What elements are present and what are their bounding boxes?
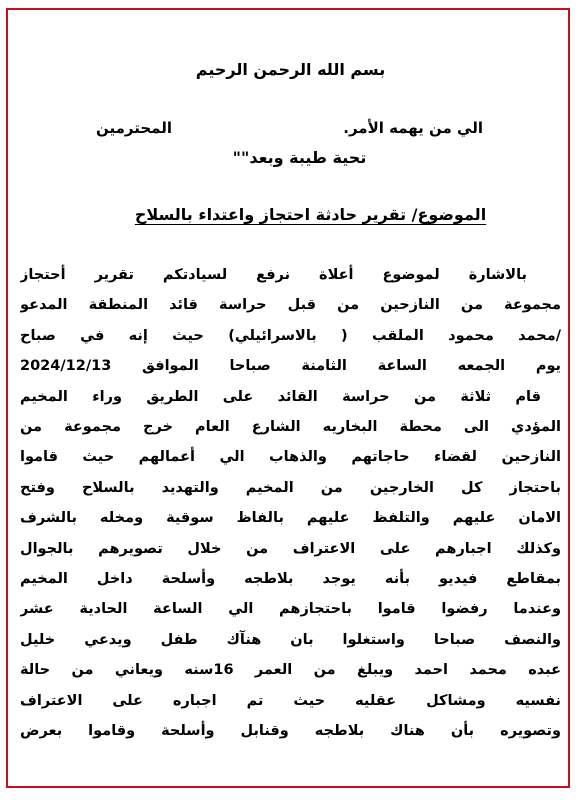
body-line: بالاشارة لموضوع أعلاة نرفع لسيادتكم تقرير أحتجاز bbox=[20, 267, 527, 283]
subject-text: الموضوع/ تقرير حادثة احتجاز واعتداء بالسلاح bbox=[134, 205, 487, 224]
body-line: /محمد محمود الملقب ( بالاسرائيلي) حيث إنه في صباح bbox=[20, 327, 561, 344]
body-line: قام ثلاثة من حراسة القائد على الطريق وراء المخيم bbox=[20, 388, 541, 405]
body-line: عبده محمد احمد ويبلغ من العمر 16سنه ويعاني من حالة bbox=[20, 662, 561, 679]
letter-body bbox=[20, 260, 561, 747]
body-line: مجموعة من النازحين من قبل حراسة قائد المنطقة المدعو bbox=[20, 297, 561, 314]
body-line: الامان عليهم والتلفظ عليهم بالفاظ سوقية ومخله بالشرف bbox=[20, 510, 561, 527]
body-line: المؤدي الى محطة البخاريه الشارع العام خرج مجموعة من bbox=[20, 419, 561, 436]
body-line: وعندما رفضوا قاموا باحتجازهم الي الساعة الحادية عشر bbox=[20, 601, 561, 618]
body-line: بمقاطع فيديو بأنه يوجد بلاطجه وأسلحة داخل المخيم bbox=[20, 571, 561, 588]
body-line: يوم الجمعه الساعة الثامنة صباحا الموافق 2024/12/13 bbox=[20, 358, 561, 375]
subject-line bbox=[0, 205, 581, 224]
honorific-label: المحترمين bbox=[96, 119, 173, 137]
body-line: والنصف صباحا واستغلوا بان هنآك طفل ويدعي خليل bbox=[20, 631, 561, 648]
body-line: وكذلك اجبارهم على الاعتراف من خلال تصويرهم بالجوال bbox=[20, 540, 561, 557]
addressee-line: الي من يهمه الأمر. bbox=[343, 119, 483, 137]
body-line: النازحين لقضاء حاجاتهم والذهاب الي أعمالهم حيث قاموا bbox=[20, 449, 561, 466]
body-line: باحتجاز كل الخارجين من المخيم والتهديد بالسلاح وفتح bbox=[20, 479, 561, 496]
body-line: نفسيه ومشاكل عقليه حيث تم اجباره على الاعتراف bbox=[20, 692, 561, 709]
body-line: وتصويره بأن هناك بلاطجه وقنابل وأسلحة وقاموا بعرض bbox=[20, 723, 561, 740]
basmala-heading: بسم الله الرحمن الرحيم bbox=[195, 60, 386, 79]
greeting-line: تحية طيبة وبعد"" bbox=[232, 148, 367, 167]
